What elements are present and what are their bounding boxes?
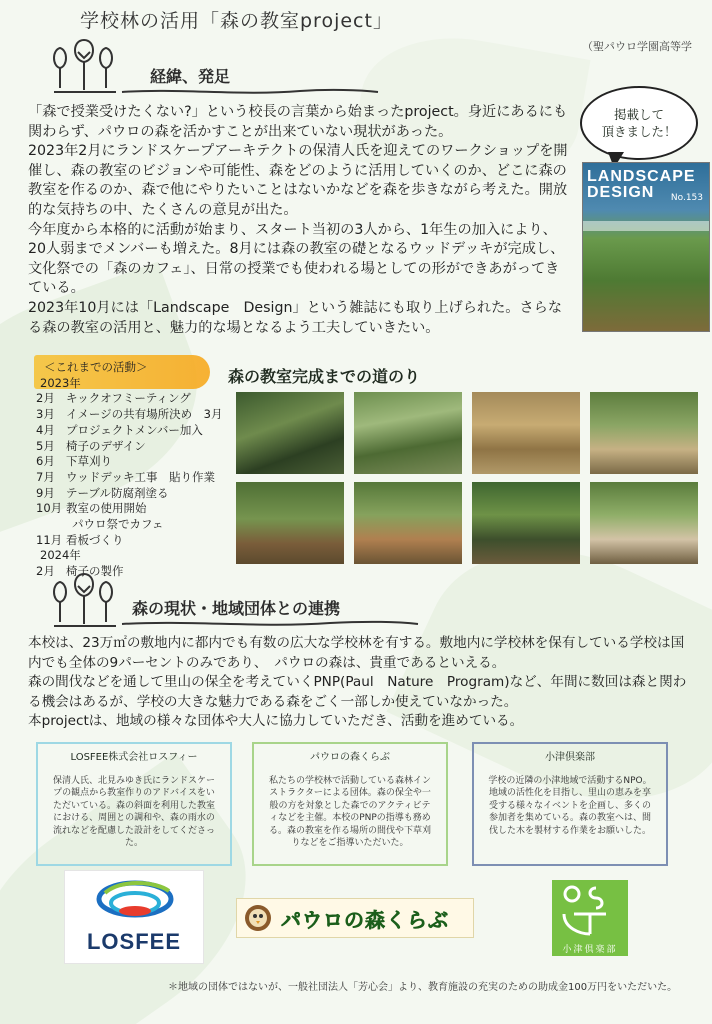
forest-photo — [354, 392, 462, 474]
activity-text: テーブル防腐剤塗る — [66, 485, 169, 500]
activity-text: 教室の使用開始 — [66, 501, 147, 516]
activity-text: 椅子の製作 — [66, 564, 124, 579]
activity-month: 2月 — [36, 564, 55, 579]
org-card-losfee — [36, 742, 232, 866]
forest-photo — [236, 392, 344, 474]
activity-month: 7月 — [36, 469, 55, 484]
activities-heading: ＜これまでの活動＞ — [44, 360, 148, 374]
activity-month: 4月 — [36, 422, 55, 437]
section1-paragraph: 2023年2月にランドスケープアーキテクトの保清人氏を迎えてのワークショップを開催し、森の教室のビジョンや可能性、森をどのように活用していくのか、どこに森の教室を作るのか、森で他にやりたいことはないかなどを森を歩きながら考えた。開放的な気持ちの中、たくさんの意見が出た。 — [28, 143, 568, 218]
activity-month: 3月 — [36, 407, 55, 422]
paulo-club-logo — [236, 898, 474, 938]
org-card-ozu — [472, 742, 668, 866]
org-card-paulo — [252, 742, 448, 866]
section1-paragraph: 2023年10月には「Landscape Design」という雑誌にも取り上げられた。さらなる森の教室の活用と、魅力的な場となるよう工夫していきたい。 — [28, 299, 563, 336]
activity-month — [36, 517, 66, 533]
magazine-title-line: DESIGN — [587, 184, 655, 201]
section1-paragraph: 今年度から本格的に活動が始まり、スタート当初の3人から、1年生の加入により、20人弱までメンバーも増えた。8月には森の教室の礎となるウッドデッキが完成し、文化祭での「森のカフェ」、日常の授業でも使われる場としての形ができあがってきている。 — [28, 221, 565, 297]
activity-item — [36, 533, 236, 549]
activity-text: イメージの共有場所決め 3月 — [66, 407, 223, 422]
activity-text: 下草刈り — [66, 454, 112, 469]
school-name: （聖パウロ学園高等学 — [582, 40, 692, 53]
activity-item — [36, 407, 236, 423]
activity-item — [36, 454, 236, 470]
ost-logo-mark — [552, 880, 628, 938]
activities-year: 2023年 — [40, 375, 81, 390]
page-title: 学校林の活用「森の教室project」 — [80, 10, 393, 32]
bubble-line: 頂きました！ — [601, 124, 677, 139]
trees-icon — [50, 572, 120, 632]
bubble-line: 掲載して — [613, 107, 664, 122]
org-card-body: 学校の近隣の小津地域で活動するNPO。地域の活性化を目指し、里山の恵みを享受する様々なイベントを企画し、多くの参加者を集めている。森の教室へは、間伐した木を製材する作業をお願いした。 — [488, 775, 652, 836]
photos-title: 森の教室完成までの道のり — [228, 367, 421, 386]
ozu-club-logo-text: 小津倶楽部 — [562, 945, 618, 955]
trees-icon — [50, 38, 120, 98]
activity-month: 9月 — [36, 485, 55, 500]
section2-paragraph: 森の間伐などを通して里山の保全を考えていくPNP(Paul Nature Program)など、年間に数回は森と関わる機会はあるが、学校の大きな魅力である森をごく一部しか使えていなかった。 — [28, 674, 687, 710]
activities-year: 2024年 — [40, 548, 81, 563]
forest-photo — [354, 482, 462, 564]
activity-item — [36, 391, 236, 407]
magazine-cover — [582, 162, 710, 332]
activity-item — [36, 486, 236, 502]
activity-month: 2月 — [36, 391, 55, 406]
activity-item — [36, 470, 236, 486]
forest-photo — [590, 482, 698, 564]
activity-text: プロジェクトメンバー加入 — [66, 422, 203, 437]
section1-paragraph: 「森で授業受けたくない?」という校長の言葉から始まったproject。身近にあるにも関わらず、パウロの森を活かすことが出来ていない現状があった。 — [28, 104, 568, 140]
forest-photo — [472, 482, 580, 564]
activity-text: ウッドデッキ工事 貼り作業 — [66, 469, 216, 484]
section2-body — [28, 634, 696, 732]
activity-text: 椅子のデザイン — [66, 438, 146, 453]
activity-month: 6月 — [36, 454, 55, 469]
activities-list — [36, 360, 236, 580]
activity-month: 11月 — [36, 532, 63, 547]
activity-item — [36, 517, 236, 533]
activity-text: キックオフミーティング — [66, 391, 191, 406]
losfee-logo — [64, 870, 204, 964]
heading-underline — [120, 618, 420, 630]
org-card-body: 保清人氏、北見みゆき氏にランドスケープの観点から教室作りのアドバイスをいただいている。森の斜面を利用した教室における、周囲との調和や、森の雨水の流れなどを配慮した設計をしてくださった。 — [52, 775, 215, 848]
section1-heading: 経緯、発足 — [150, 67, 231, 86]
section1-body — [28, 103, 568, 338]
speech-bubble — [580, 86, 698, 160]
activity-item — [36, 501, 236, 517]
activity-item — [36, 439, 236, 455]
activity-item — [36, 423, 236, 439]
ozu-club-logo — [552, 880, 628, 956]
forest-photo — [590, 392, 698, 474]
activity-month: 10月 — [36, 501, 63, 516]
org-card-name: 小津倶楽部 — [545, 752, 595, 763]
losfee-logo-text: LOSFEE — [86, 929, 181, 954]
org-card-name: パウロの森くらぶ — [310, 752, 390, 763]
magazine-number: No.153 — [670, 193, 703, 203]
activity-month: 5月 — [36, 438, 55, 453]
org-card-body: 私たちの学校林で活動している森林インストラクターによる団体。森の保全や一般の方を対象とした森でのアクティビティなどを主催。本校のPNPの指導も務める。森の教室を作る場所の間伐や下草刈りなどをご指導いただいた。 — [268, 775, 431, 848]
activity-text: 看板づくり — [66, 532, 124, 547]
forest-photo — [236, 482, 344, 564]
activity-text: パウロ祭でカフェ — [72, 517, 164, 532]
section2-heading: 森の現状・地域団体との連携 — [132, 599, 341, 618]
section2-paragraph: 本校は、23万㎡の敷地内に都内でも有数の広大な学校林を有する。敷地内に学校林を保有している学校は国内でも全体の9パーセントのみであり、 パウロの森は、貴重であるといえる。 — [28, 635, 685, 671]
forest-photo — [472, 392, 580, 474]
bird-icon — [243, 903, 273, 933]
org-card-name: LOSFEE株式会社ロスフィー — [70, 752, 198, 763]
paulo-club-logo-text: パウロの森くらぶ — [281, 907, 449, 932]
heading-underline — [120, 86, 380, 98]
section2-paragraph: 本projectは、地域の様々な団体や大人に協力していただき、活動を進めている。 — [28, 713, 524, 729]
footnote: ＊地域の団体ではないが、一般社団法人「芳心会」より、教育施設の充実のための助成金100万円をいただいた。 — [168, 982, 678, 993]
magazine-strip — [583, 221, 709, 231]
magazine-title-line: LANDSCAPE — [587, 168, 696, 185]
